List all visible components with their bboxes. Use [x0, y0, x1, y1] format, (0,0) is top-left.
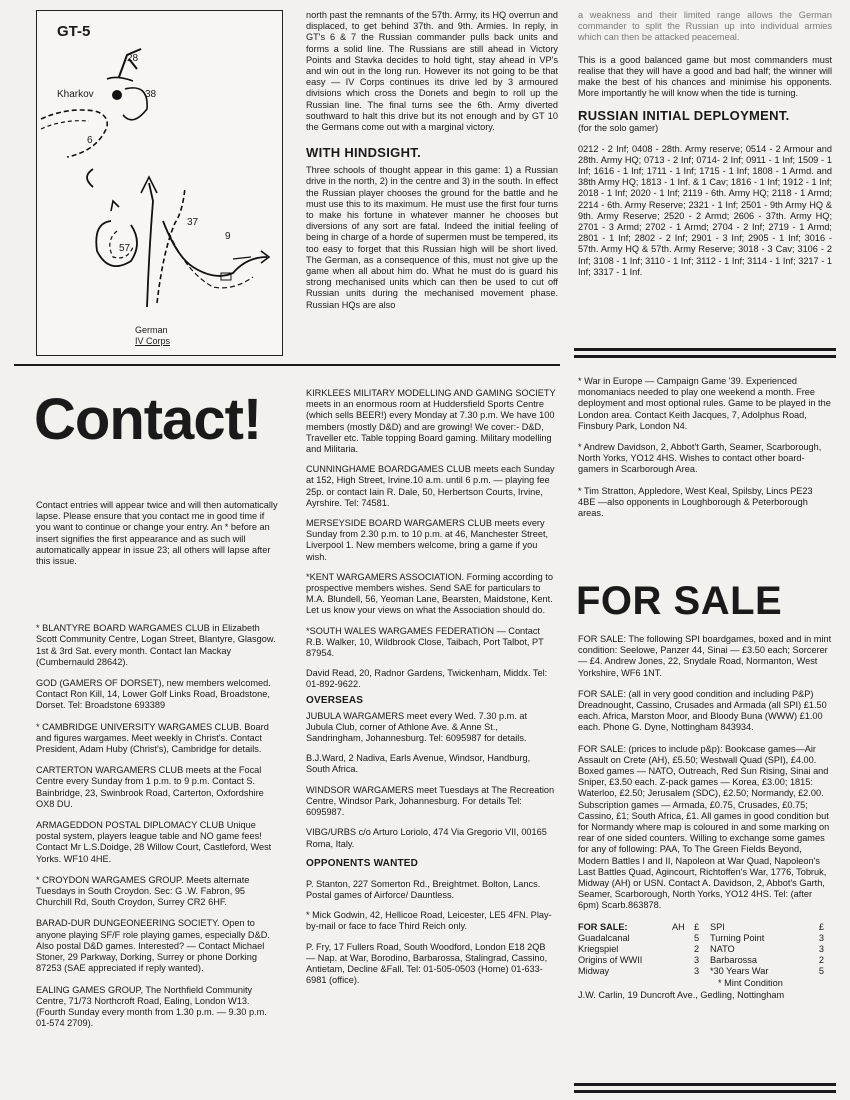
map-graphic [37, 11, 281, 354]
for-sale-price-table [578, 922, 824, 989]
spi-game-name: Turning Point [710, 932, 765, 943]
section-heading-deployment: RUSSIAN INITIAL DEPLOYMENT. [578, 108, 790, 124]
army-57-pocket [96, 221, 137, 266]
contact-entry: BARAD-DUR DUNGEONEERING SOCIETY. Open to anyone playing SF/F role playing games, especially D&D. Also postal D&D games. Interested? — Contact Michael Stoner, 29 Parkway, Dorking, Surrey or phone Dorking 87253 (SAE appreciated if reply wanted). [36, 918, 270, 974]
contact-entry: * CAMBRIDGE UNIVERSITY WARGAMES CLUB. Board and figures wargames. Meet weekly in Christ's. Contact President, Adam Huby (Christ's), Cambridge for details. [36, 721, 269, 755]
article-column-2 [306, 10, 558, 311]
spi-game-price: 2 [818, 955, 824, 966]
deployment-list: 0212 - 2 Inf; 0408 - 28th. Army reserve; 0514 - 2 Armour and 28th. Army HQ; 0713 - 2 Inf; 0714- 2 Inf; 0911 - 1 Inf; 1509 - 1 Inf; 1616 - 1 Inf; 1711 - 1 Inf; 1715 - 1 Inf; 1808 - 1 Armd. and 38th Army HQ; 1813 - 1 Inf. & 1 Cav; 1816 - 1 Inf; 1912 - 1 Inf; 2018 - 1 Inf; 2020 - 1 Inf; 2119 - 6th. Army HQ; 2118 - 1 Armd; 2214 - 6th. Army Reserve; 2321 - 1 Inf; 2501 - 9th Army HQ & 9th. Army Reserve; 2520 - 2 Armd; 2606 - 37th. Army HQ; 2701 - 3 Armd; 2702 - 1 Armd; 2704 - 2 Inf; 2719 - 1 Armd; 2801 - 1 Inf; 2802 - 2 Inf; 2901 - 3 Inf; 2905 - 1 Inf; 3016 - 57th. Army HQ & 57th. Army Reserve; 3018 - 3 Cav; 3106 - 2 Inf; 3108 - 1 Inf; 3110 - 1 Inf; 3112 - 1 Inf; 3114 - 1 Inf; 3217 - 1 Inf; 3317 - 1 Inf. [578, 143, 832, 277]
contact-entry: * War in Europe — Campaign Game '39. Experienced monomaniacs needed to play one weekend a month. Free deployment and most optional rules. Game to be played in the London area. Contact Keith Jacques, 7, Adolphus Road, Finsbury Park, London N4. [578, 376, 831, 431]
contact-entry: ARMAGEDDON POSTAL DIPLOMACY CLUB Unique postal system, players league table and NO game fees! Contact Mr L.S.Doidge, 28 Willow Court, Castleford, West Yorks. WF10 4HE. [36, 820, 272, 864]
map-label-38: 38 [145, 89, 157, 100]
contact-entry: CARTERTON WARGAMERS CLUB meets at the Focal Centre every Sunday from 1 p.m. to 9 p.m. Contact S. Bainbridge, 23, Swinbrook Road, Carterton, Oxfordshire OX8 DU. [36, 765, 264, 809]
contact-entry: B.J.Ward, 2 Nadiva, Earls Avenue, Windsor, Handburg, South Africa. [306, 753, 531, 775]
section-divider-rule [574, 348, 836, 351]
ah-game-price: 5 [694, 932, 700, 943]
army-38-boundary [123, 88, 147, 120]
ah-game-price: 2 [694, 944, 700, 955]
map-label-37: 37 [187, 217, 199, 228]
map-label-9: 9 [225, 231, 231, 242]
map-label-28: 28 [127, 53, 139, 64]
contact-entry: David Read, 20, Radnor Gardens, Twickenham, Middx. Tel: 01-892-9622. [306, 668, 548, 690]
table-row [578, 966, 824, 977]
contact-entry: P. Stanton, 227 Somerton Rd., Breightmet. Bolton, Lancs. Postal games of Airforce/ Dauntless. [306, 878, 541, 900]
spi-game-name: NATO [710, 944, 735, 955]
ah-game-price: 3 [694, 955, 700, 966]
contact-entry: EALING GAMES GROUP, The Northfield Community Centre, 71/73 Northcroft Road, Ealing, London W13. (Fourth Sunday every month from 1.30 p.m. — 9.30 p.m. 01-574 2709). [36, 984, 267, 1029]
opponents-wanted-heading: OPPONENTS WANTED [306, 857, 419, 869]
german-drive-arrow [147, 183, 153, 307]
contact-entry: KIRKLEES MILITARY MODELLING AND GAMING SOCIETY meets in an enormous room at Huddersfield Sports Centre (which sells BEER!) every Monday at 7.30 p.m. We have 100 members (mostly D&D) and are growing! We cover:- D&D, Traveller etc. Table topping Board gaming. Military modelling and Militaria. [306, 388, 556, 455]
article-paragraph: Three schools of thought appear in this game: 1) a Russian drive in the north, 2) in the centre and 3) in the south. In effect the Russian player chooses the ground for the battle and he must use this to its maximum. He must use the first four turns to make his fortune in whatever manner he chooses but diversions of any sort are fatal. Indeed the initial feeling of being in charge of a horde of supermen must be tempered, its too easy to forget that this Russian high will be short lived. The German, as a consequence of this, must not give up the game when all about him do. What he must do is guard his strong mechanised units which can then be used to cut off Russian units during the mechanised movement phase. Russian HQs are also [306, 165, 558, 310]
price-column-header: £ [694, 921, 700, 932]
spi-game-name: *30 Years War [710, 966, 769, 977]
table-row [578, 955, 824, 966]
campaign-map [36, 10, 283, 356]
price-column-header: £ [818, 921, 824, 932]
for-sale-entry: FOR SALE: (prices to include p&p): Bookcase games—Air Assault on Crete (AH), £5.50; Westwall Quad (SPI), £4.00. Boxed games — NATO, Outreach, Red Sun Rising, Sinai and Sniper, £3.50 each. Z-pack games — Korea, £3.00; 1815: Waterloo, £2.50; Jerusalem (SDC), £2.50; Normandy, £2.00. Subscription games — Armada, £0.75, Crusades, £0.75; Cassino, £1; South Africa, £1. All games in good condition but for Normandy where map is coloured in and some marking on rear of one sided counters. Willing to exchange some games for any of following: PAA, To The Green Fields Beyond, Modern Battles I and II, Napoleon at War Quad, Napoleon's Last Battles Quad, Agincourt, Richtoffen's War, 1776, Tobruk, Midway (AH) or USN. Contact A. Davidson, 2, Abbot's Garth, Seamer, Scarborough, North Yorks, YO12 4HS. Tel: (after 6pm) Scarb.863878. [578, 743, 830, 911]
army-37-9-line [163, 221, 267, 276]
contact-entry: * Mick Godwin, 42, Hellicoe Road, Leicester, LE5 4FN. Play-by-mail or face to face Third Reich only. [306, 910, 552, 932]
contact-entry: *SOUTH WALES WARGAMES FEDERATION — Contact R.B. Walker, 10, Wildbrook Close, Taibach, Port Talbot, PT 87954. [306, 625, 544, 659]
curve-marker [87, 169, 93, 187]
ah-game-name: Midway [578, 966, 610, 977]
ah-game-name: Guadalcanal [578, 932, 630, 943]
for-sale-title: FOR SALE [576, 579, 783, 623]
article-paragraph: a weakness and their limited range allows the German commander to split the Russian up into individual armies which can then be attacked peacemeal. [578, 10, 832, 43]
contact-entry: CUNNINGHAME BOARDGAMES CLUB meets each Sunday at 152, High Street, Irvine.10 a.m. until 6 p.m. — playing fee 25p. or contact Iain R. Dale, 50, Herbertson Courts, Irvine, Ayrshire. Tel: 74581. [306, 464, 555, 508]
spi-game-price: 3 [818, 932, 824, 943]
for-sale-entry: FOR SALE: The following SPI boardgames, boxed and in mint condition: Seelowe, Panzer 44, Sinai — £3.50 each; Sorcerer — £4. Andrew Jones, 22, Snydale Road, Normanton, West Yorkshire, WF6 1NT. [578, 634, 832, 678]
contact-entry: * CROYDON WARGAMES GROUP. Meets alternate Tuesdays in South Croydon. Sec: G .W. Fabron, 95 Churchill Rd, South Croydon, Surrey CR2 6HF. [36, 874, 250, 908]
for-sale-column [578, 634, 832, 1001]
ah-column-header: AH [672, 921, 685, 932]
overseas-heading: OVERSEAS [306, 694, 364, 706]
contact-entry: * Andrew Davidson, 2, Abbot't Garth, Seamer, Scarborough, North Yorks, YO12 4HS. Wishes to contact other board-gamers in Scarborough Area. [578, 442, 822, 475]
contact-entry: *KENT WARGAMERS ASSOCIATION. Forming according to prospective members wishes. Send SAE for particulars to M.A. Blundell, 56, Yeoman Lane, Bearsten, Maidstone, Kent. Let us know your views on what the Association should do. [306, 571, 553, 616]
ah-game-price: 3 [694, 966, 700, 977]
section-divider-rule [574, 355, 836, 358]
map-game-turn-label: GT-5 [57, 23, 91, 40]
map-caption-iv-corps: IV Corps [135, 336, 171, 346]
map-label-kharkov: Kharkov [57, 89, 94, 100]
article-column-3 [578, 10, 832, 278]
section-divider-rule [574, 1083, 836, 1086]
for-sale-entry: FOR SALE: (all in very good condition and including P&P) Dreadnought, Cassino, Crusades and Armada (all SPI) £1.50 each. Africa, Marston Moor, and Bloody Buna (WWW) £1.00 each. Phone G. Dyne, Nottingham 843934. [578, 688, 827, 733]
ah-game-name: Origins of WWII [578, 955, 643, 966]
contact-entry: WINDSOR WARGAMERS meet Tuesdays at The Recreation Centre, Windsor Park, Johannesburg. For details Tel: 6095987. [306, 784, 555, 818]
for-sale-table-label: FOR SALE: [578, 921, 628, 932]
ah-game-name: Kriegspiel [578, 944, 619, 955]
for-sale-contact: J.W. Carlin, 19 Duncroft Ave., Gedling, Nottingham [578, 989, 785, 1000]
contact-entry: P. Fry, 17 Fullers Road, South Woodford, London E18 2QB — Nap. at War, Borodino, Barbarossa, Stalingrad, Cassino, Antietam, Decline &Fall. Tel: 01-505-0503 (Home) 01-633-6981 (office). [306, 941, 548, 986]
spi-game-name: Barbarossa [710, 955, 757, 966]
spi-game-price: 3 [818, 944, 824, 955]
contact-entry: JUBULA WARGAMERS meet every Wed. 7.30 p.m. at Jubula Club, corner of Athlone Ave. & Anne St., Sandringham, Johannesburg. Tel: 6095987 for details. [306, 710, 528, 744]
table-row [578, 944, 824, 955]
contact-entry: * BLANTYRE BOARD WARGAMES CLUB in Elizabeth Scott Community Centre, Logan Street, Blantyre, Glasgow. 1st & 3rd Sat. every month. Contact Ian Mackay (Cumbernauld 28642). [36, 623, 276, 667]
contact-column-2 [306, 388, 556, 986]
article-paragraph: This is a good balanced game but most commanders must realise that they will have a good and bad half; the winner will make the best of his chances and minimise his opponents. More importantly he will know when the tide is turning. [578, 54, 832, 99]
contact-entry: VIBG/URBS c/o Arturo Loriolo, 474 Via Gregorio VII, 00165 Roma, Italy. [306, 827, 547, 849]
kharkov-city-marker [112, 90, 122, 100]
mint-condition-note: * Mint Condition [718, 977, 783, 988]
section-divider-rule [14, 364, 560, 366]
spi-column-header: SPI [710, 921, 725, 932]
contact-entry: GOD (GAMERS OF DORSET), new members welcomed. Contact Ron Kill, 14, Lower Golf Links Road, Broadstone, Dorset. Tel: Broadstone 693389 [36, 678, 271, 711]
army-6-boundary [41, 110, 107, 157]
contact-column-1 [36, 500, 280, 1029]
section-divider-rule [574, 1090, 836, 1093]
article-paragraph: north past the remnants of the 57th. Army, its HQ overrun and displaced, to get behind 37th. and 9th. Armies. In reply, in GT's 6 & 7 the Russian commander pulls back units and forms a solid line. The Russians are still ahead in Victory Points and Stavka decides to hold tight, stay ahead in VP's and win out in the long run. However its not going to be that easy — IV Corps continues its drive led by 3 armoured divisions which cross the Donets and begin to roll up the Russian line. The final turns see the 6th. Army diverted southward to halt this drive but its not enough and by GT 10 the Germans come out with a marginal victory. [306, 10, 558, 133]
contact-title: Contact! [34, 387, 262, 452]
contact-entry: MERSEYSIDE BOARD WARGAMERS CLUB meets every Sunday from 2.30 p.m. to 10 p.m. at 46, Manchester Street, Liverpool 1. New members welcome, bring a game if you wish. [306, 518, 549, 562]
map-caption-german: German [135, 325, 168, 335]
table-row [578, 933, 824, 944]
map-label-57: 57 [119, 243, 131, 254]
contact-column-3 [578, 376, 832, 519]
contact-intro: Contact entries will appear twice and will then automatically lapse. Please ensure that you contact me in good time if you want to continue or change your entry. An * before an insert signifies the first appearance and as such will automatically appear in issue 23; all others will lapse after this issue. [36, 500, 278, 567]
section-heading-hindsight: WITH HINDSIGHT. [306, 145, 421, 161]
contact-entry: * Tim Stratton, Appledore, West Keal, Spilsby, Lincs PE23 4BE —also opponents in Loughborough & Peterborough areas. [578, 485, 813, 519]
section-subheading: (for the solo gamer) [578, 123, 659, 134]
spi-game-price: 5 [818, 966, 824, 977]
map-label-6: 6 [87, 135, 93, 146]
